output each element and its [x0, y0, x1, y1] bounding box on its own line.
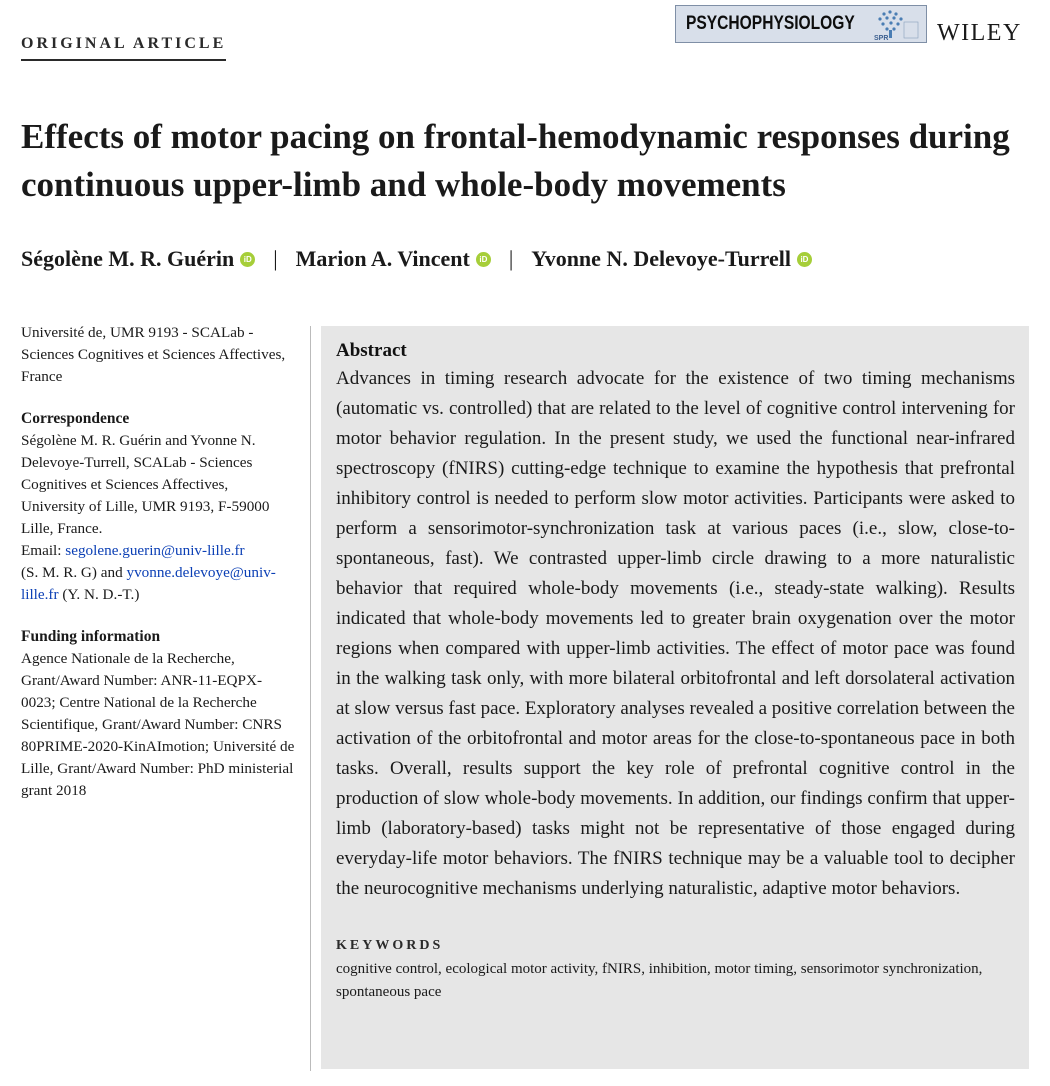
- email-and: and: [100, 564, 123, 581]
- author-separator: |: [508, 246, 514, 271]
- email-label: Email:: [21, 542, 62, 559]
- author-name[interactable]: Marion A. Vincent: [295, 246, 470, 271]
- email-owner-1: (S. M. R. G): [21, 564, 97, 581]
- author-name[interactable]: Yvonne N. Delevoye-Turrell: [531, 246, 791, 271]
- column-divider: [310, 326, 311, 1071]
- abstract-box: [321, 326, 1029, 1069]
- orcid-icon[interactable]: iD: [476, 252, 491, 267]
- affiliation: Université de, UMR 9193 - SCALab - Sciences Cognitives et Sciences Affectives, France: [21, 324, 286, 385]
- correspondence-heading: Correspondence: [21, 410, 130, 427]
- keywords-heading: KEYWORDS: [336, 938, 444, 953]
- correspondence-body: Ségolène M. R. Guérin and Yvonne N. Delevoye-Turrell, SCALab - Sciences Cognitives et Sciences Affectives, University of Lille, UMR 9193, F-59000 Lille, France.: [21, 432, 270, 537]
- journal-logo[interactable]: [675, 5, 927, 43]
- author-separator: |: [273, 246, 278, 271]
- society-seal-icon: [864, 8, 920, 42]
- correspondence-text: [21, 430, 296, 606]
- article-type-label: ORIGINAL ARTICLE: [21, 35, 226, 61]
- email-link-1[interactable]: segolene.guerin@univ-lille.fr: [65, 542, 245, 559]
- journal-name: PSYCHOPHYSIOLOGY: [686, 13, 855, 34]
- funding-text: Agence Nationale de la Recherche, Grant/Award Number: ANR-11-EQPX-0023; Centre National de la Recherche Scientifique, Grant/Award Number: CNRS 80PRIME-2020-KinAImotion; Université de Lille, Grant/Award Number: PhD ministerial grant 2018: [21, 650, 295, 799]
- author-list: [21, 246, 812, 272]
- seal-label: SPR: [874, 35, 889, 42]
- funding-heading: Funding information: [21, 628, 161, 645]
- orcid-icon[interactable]: iD: [797, 252, 812, 267]
- publisher-logo[interactable]: WILEY: [937, 20, 1022, 46]
- abstract-text: Advances in timing research advocate for the existence of two timing mechanisms (automatic vs. controlled) that are related to the level of cognitive control intervening for motor behavior regulation. In the present study, we used the functional near-infrared spectroscopy (fNIRS) cutting-edge technique to examine the hypothesis that prefrontal inhibitory control is needed to perform slow motor activities. Participants were asked to perform a sensorimotor-synchronization task at various paces (i.e., slow, close-to-spontaneous, fast). We contrasted upper-limb circle drawing to a more naturalistic behavior that required whole-body movements (i.e., steady-state walking). Results indicated that whole-body movements led to greater brain oxygenation over the motor regions when compared with upper-limb activities. The effect of motor pace was found in the walking task only, with more bilateral orbitofrontal and left dorsolateral activation at slow versus fast pace. Exploratory analyses revealed a positive correlation between the activation of the orbitofrontal and motor areas for the close-to-spontaneous pace in both tasks. Overall, results support the key role of prefrontal cognitive control in the production of slow whole-body movements. In addition, our findings confirm that upper-limb (laboratory-based) tasks might not be representative of those engaged during everyday-life motor behaviors. The fNIRS technique may be a valuable tool to decipher the neurocognitive mechanisms underlying naturalistic, adaptive motor behaviors.: [336, 368, 1015, 899]
- article-title: Effects of motor pacing on frontal-hemodynamic responses during continuous upper-limb and whole-body movements: [21, 117, 1010, 204]
- article-info-column: [21, 322, 296, 802]
- author-name[interactable]: Ségolène M. R. Guérin: [21, 246, 235, 271]
- abstract-heading: Abstract: [336, 340, 407, 361]
- email-owner-2: (Y. N. D.-T.): [62, 586, 140, 603]
- keywords-list: cognitive control, ecological motor activity, fNIRS, inhibition, motor timing, sensorimotor synchronization, spontaneous pace: [336, 961, 983, 1000]
- orcid-icon[interactable]: iD: [240, 252, 255, 267]
- email-link-2[interactable]: yvonne.delevoye@univ-lille.fr: [21, 564, 276, 603]
